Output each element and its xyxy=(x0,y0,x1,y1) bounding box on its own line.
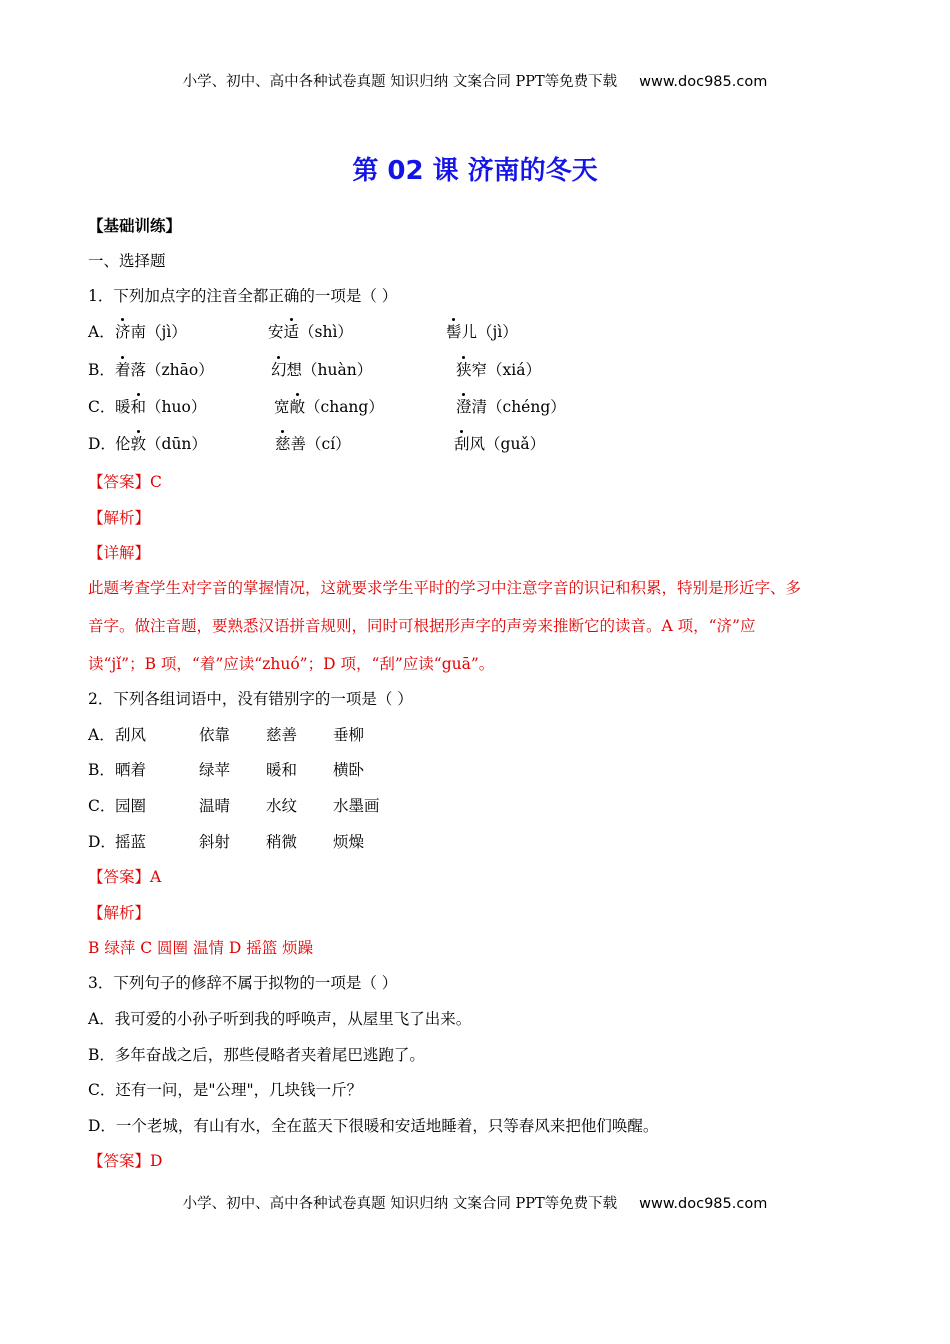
q1-analysis-label: 【解析】 xyxy=(88,509,151,527)
header-text: 小学、初中、高中各种试卷真题 知识归纳 文案合同 PPT等免费下载 xyxy=(182,74,618,90)
page-title: 第 02 课 济南的冬天 xyxy=(352,156,598,186)
plain-char: 宽 xyxy=(274,398,290,416)
dotted-char: 刮 xyxy=(454,435,470,453)
q1-item xyxy=(274,397,384,417)
q1-option-letter: D． xyxy=(88,435,116,453)
dotted-char: 敦 xyxy=(130,435,147,453)
pinyin-text: 清（chéng） xyxy=(471,398,566,416)
pinyin-text: 落（zhāo） xyxy=(130,361,214,379)
q2-option-d xyxy=(88,832,488,852)
q1-item xyxy=(446,322,518,342)
pinyin-text: （shì） xyxy=(299,323,353,341)
q2-word: 水墨画 xyxy=(333,797,380,815)
q2-word: 暖和 xyxy=(266,761,298,779)
footer-url[interactable]: www.doc985.com xyxy=(639,1196,768,1212)
q1-detail-line: 此题考查学生对字音的掌握情况，这就要求学生平时的学习中注意字音的识记和积累，特别是形近字、多 xyxy=(88,579,802,597)
pinyin-text: 想（huàn） xyxy=(286,361,373,379)
q1-option-b xyxy=(88,360,788,380)
q3-option-c: C．还有一问，是"公理"，几块钱一斤？ xyxy=(88,1081,363,1099)
q3-answer: 【答案】D xyxy=(88,1152,163,1170)
pinyin-text: 儿（jì） xyxy=(461,323,518,341)
page-header xyxy=(0,70,950,91)
footer-text: 小学、初中、高中各种试卷真题 知识归纳 文案合同 PPT等免费下载 xyxy=(182,1196,618,1212)
q2-option-a xyxy=(88,725,488,745)
q2-word: 慈善 xyxy=(266,726,298,744)
plain-char: 伦 xyxy=(115,435,131,453)
q2-explanation: B 绿萍 C 圆圈 温情 D 摇篮 烦躁 xyxy=(88,939,314,957)
q1-detail-line: 读“jǐ”；B 项，“着”应读“zhuó”；D 项，“刮”应读“guā”。 xyxy=(88,655,495,673)
q2-word: 绿苹 xyxy=(199,761,231,779)
dotted-char: 和 xyxy=(130,398,147,416)
q2-word: 晒着 xyxy=(115,761,147,779)
plain-char: 安 xyxy=(268,323,284,341)
q2-option-letter: B． xyxy=(88,761,115,779)
q2-option-letter: D． xyxy=(88,833,116,851)
dotted-char: 济 xyxy=(115,323,131,341)
q2-word: 横卧 xyxy=(333,761,365,779)
q1-option-letter: A． xyxy=(88,323,115,341)
q2-analysis-label: 【解析】 xyxy=(88,904,151,922)
pinyin-text: 风（guǎ） xyxy=(469,435,546,453)
q1-item xyxy=(268,322,353,342)
q1-item xyxy=(456,397,566,417)
q1-item xyxy=(115,397,206,417)
header-url[interactable]: www.doc985.com xyxy=(639,74,768,90)
dotted-char: 狭 xyxy=(456,361,472,379)
dotted-char: 澄 xyxy=(456,398,472,416)
q2-option-letter: A． xyxy=(88,726,115,744)
pinyin-text: （dūn） xyxy=(146,435,207,453)
q2-answer: 【答案】A xyxy=(88,868,162,886)
page-footer xyxy=(0,1192,950,1213)
dotted-char: 幻 xyxy=(271,361,287,379)
dotted-char: 髻 xyxy=(446,323,462,341)
q2-option-c xyxy=(88,796,488,816)
q1-option-a xyxy=(88,322,788,342)
q2-option-b xyxy=(88,760,488,780)
q2-word: 稍微 xyxy=(266,833,298,851)
q3-option-d: D．一个老城，有山有水，全在蓝天下很暖和安适地睡着，只等春风来把他们唤醒。 xyxy=(88,1117,659,1135)
q2-word: 水纹 xyxy=(266,797,298,815)
pinyin-text: 南（jì） xyxy=(130,323,187,341)
q1-option-letter: C． xyxy=(88,398,116,416)
q2-option-letter: C． xyxy=(88,797,116,815)
q1-option-c xyxy=(88,397,788,417)
q3-option-a: A．我可爱的小孙子听到我的呼唤声，从屋里飞了出来。 xyxy=(88,1010,472,1028)
q1-item xyxy=(275,434,351,454)
q2-word: 刮风 xyxy=(115,726,147,744)
q1-detail-label: 【详解】 xyxy=(88,544,151,562)
q1-item xyxy=(115,360,214,380)
pinyin-text: 窄（xiá） xyxy=(471,361,541,379)
q1-item xyxy=(115,322,187,342)
q1-item xyxy=(456,360,541,380)
q3-stem: 3．下列句子的修辞不属于拟物的一项是（ ） xyxy=(88,974,398,992)
q3-option-b: B．多年奋战之后，那些侵略者夹着尾巴逃跑了。 xyxy=(88,1046,425,1064)
q2-stem: 2．下列各组词语中，没有错别字的一项是（ ） xyxy=(88,690,413,708)
q1-answer: 【答案】C xyxy=(88,473,162,491)
q1-item xyxy=(454,434,545,454)
plain-char: 暖 xyxy=(115,398,131,416)
section-label: 【基础训练】 xyxy=(88,216,182,235)
dotted-char: 敞 xyxy=(289,398,306,416)
pinyin-text: 善（cí） xyxy=(290,435,351,453)
q1-item xyxy=(115,434,207,454)
q2-word: 依靠 xyxy=(199,726,231,744)
q2-word: 园圈 xyxy=(115,797,147,815)
q2-word: 垂柳 xyxy=(333,726,365,744)
q1-option-d xyxy=(88,434,788,454)
q2-word: 摇蓝 xyxy=(115,833,147,851)
q2-word: 烦燥 xyxy=(333,833,365,851)
q1-stem: 1．下列加点字的注音全都正确的一项是（ ） xyxy=(88,287,398,305)
q2-word: 斜射 xyxy=(199,833,231,851)
q1-detail-line: 音字。做注音题，要熟悉汉语拼音规则，同时可根据形声字的声旁来推断它的读音。A 项，“济”应 xyxy=(88,617,756,635)
dotted-char: 着 xyxy=(115,361,131,379)
pinyin-text: （huo） xyxy=(146,398,207,416)
dotted-char: 适 xyxy=(283,323,300,341)
q1-item xyxy=(271,360,372,380)
dotted-char: 慈 xyxy=(275,435,291,453)
q2-word: 温晴 xyxy=(199,797,231,815)
pinyin-text: （chang） xyxy=(305,398,384,416)
q1-option-letter: B． xyxy=(88,361,115,379)
part-label: 一、选择题 xyxy=(88,252,166,270)
